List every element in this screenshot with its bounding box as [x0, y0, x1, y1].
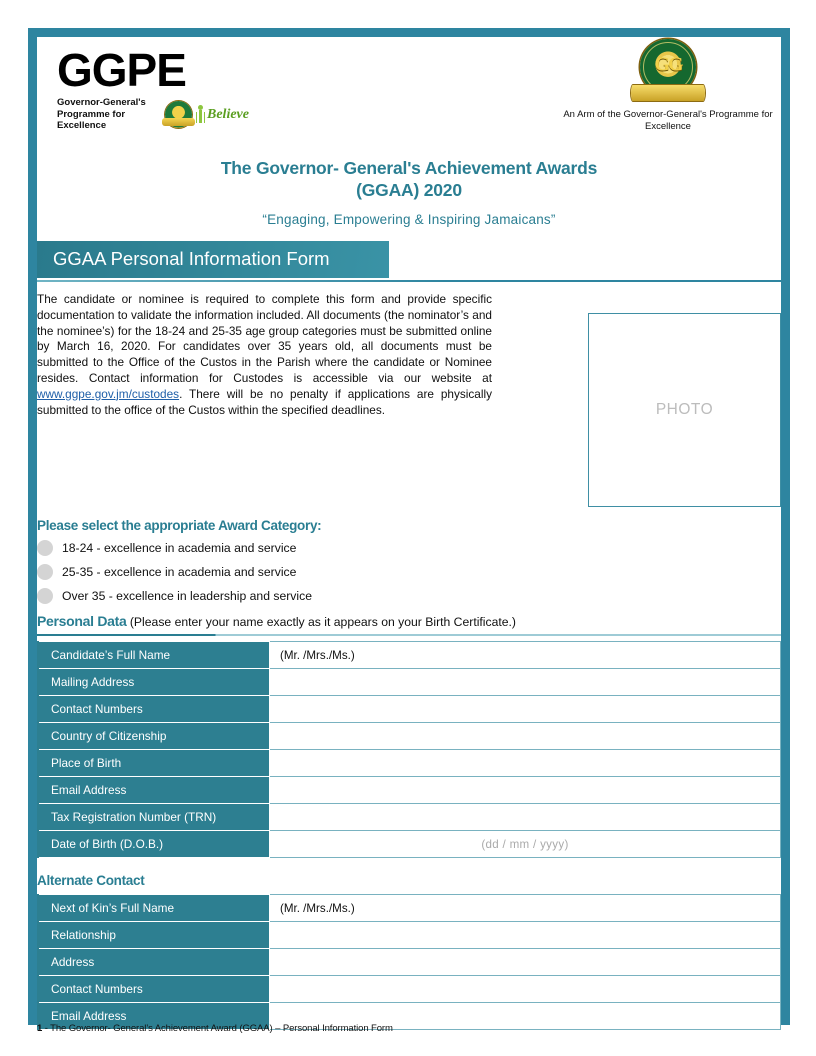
footer-text: - The Governor- General’s Achievement Award (GGAA) – Personal Information Form — [42, 1023, 393, 1034]
row-label: Country of Citizenship — [38, 723, 270, 750]
row-input-mailing-address[interactable] — [270, 669, 781, 696]
row-input-next-of-kin-full-name[interactable]: (Mr. /Mrs./Ms.) — [270, 895, 781, 922]
alternate-contact-table — [37, 894, 781, 1030]
table-row — [38, 804, 781, 831]
row-label: Email Address — [38, 777, 270, 804]
ggaa-seal-block — [563, 39, 773, 133]
footer-page-number: 1 — [37, 1023, 43, 1034]
row-label: Tax Registration Number (TRN) — [38, 804, 270, 831]
radio-button-icon[interactable] — [37, 564, 53, 580]
row-label: Contact Numbers — [38, 696, 270, 723]
row-label: Candidate’s Full Name — [38, 642, 270, 669]
personal-data-title: Personal Data — [37, 613, 127, 629]
personal-data-heading — [37, 613, 781, 635]
table-row — [38, 831, 781, 858]
row-input-email-address[interactable] — [270, 777, 781, 804]
table-row — [38, 642, 781, 669]
row-input-date-of-birth[interactable]: (dd / mm / yyyy) — [270, 831, 781, 858]
award-option-label: 25-35 - excellence in academia and service — [62, 565, 297, 579]
believe-mark — [195, 105, 249, 125]
alternate-contact-heading: Alternate Contact — [37, 873, 145, 888]
intro-row — [37, 292, 781, 507]
award-option-over-35[interactable] — [37, 588, 781, 604]
intro-text-part-2: . There will be no penalty if applications are physically submitted to the office of the Custos within the specified deadlines. — [37, 386, 492, 417]
award-category-heading: Please select the appropriate Award Category: — [37, 518, 322, 533]
ggaa-seal-icon — [640, 39, 696, 95]
mini-seal-icon — [165, 101, 192, 128]
banner-divider — [37, 280, 781, 282]
row-label: Contact Numbers — [38, 976, 270, 1003]
radio-button-icon[interactable] — [37, 588, 53, 604]
ggpe-subtitle — [57, 97, 249, 132]
document-header — [37, 37, 781, 147]
believe-label: Believe — [207, 106, 249, 122]
document-tagline: “Engaging, Empowering & Inspiring Jamaicans” — [262, 212, 556, 227]
radio-button-icon[interactable] — [37, 540, 53, 556]
row-input-candidate-full-name[interactable]: (Mr. /Mrs./Ms.) — [270, 642, 781, 669]
row-label: Mailing Address — [38, 669, 270, 696]
section-banner-title: GGAA Personal Information Form — [37, 241, 389, 278]
table-row — [38, 723, 781, 750]
seal-monogram: GG — [654, 53, 682, 76]
row-label: Address — [38, 949, 270, 976]
row-input-place-of-birth[interactable] — [270, 750, 781, 777]
ggpe-wordmark: GGPE — [57, 44, 186, 96]
row-input-country-of-citizenship[interactable] — [270, 723, 781, 750]
photo-upload-box[interactable]: PHOTO — [588, 313, 781, 507]
row-input-alt-contact-numbers[interactable] — [270, 976, 781, 1003]
ggpe-subtitle-line-3: Excellence — [57, 120, 107, 131]
row-input-trn[interactable] — [270, 804, 781, 831]
row-input-relationship[interactable] — [270, 922, 781, 949]
ggpe-subtitle-line-2: Programme for — [57, 108, 126, 120]
table-row — [38, 922, 781, 949]
seal-ribbon-icon — [631, 85, 705, 101]
table-row — [38, 777, 781, 804]
row-label: Next of Kin’s Full Name — [38, 895, 270, 922]
award-option-25-35[interactable] — [37, 564, 781, 580]
document-title-line-2: (GGAA) 2020 — [356, 180, 462, 200]
intro-text-part-1: The candidate or nominee is required to complete this form and provide specific documentation to validate the information included. All documents (the nominator’s and the nominee’s) for the 18-24 and 25-35 age group categories must be submitted online by March 16, 2020. For candidates over 35 years old, all documents must be submitted to the Office of the Custos in the Parish where the candidate or Nominee resides. Contact information for Custodes is accessible via our website at — [37, 292, 492, 385]
row-label: Relationship — [38, 922, 270, 949]
table-row — [38, 669, 781, 696]
personal-data-divider — [37, 634, 781, 637]
section-banner-wrap — [37, 241, 781, 279]
table-row — [38, 895, 781, 922]
row-label: Date of Birth (D.O.B.) — [38, 831, 270, 858]
believe-figure-icon — [195, 105, 206, 125]
page-footer — [37, 1023, 393, 1034]
document-title — [37, 157, 781, 201]
personal-data-note: (Please enter your name exactly as it appears on your Birth Certificate.) — [126, 615, 516, 629]
ggpe-logo — [57, 44, 257, 132]
believe-logo — [165, 101, 249, 128]
intro-paragraph — [37, 292, 492, 507]
row-input-contact-numbers[interactable] — [270, 696, 781, 723]
photo-column — [492, 292, 781, 507]
seal-caption: An Arm of the Governor-General's Programme for Excellence — [563, 109, 773, 132]
personal-data-table — [37, 641, 781, 858]
table-row — [38, 750, 781, 777]
row-label: Email Address — [38, 1003, 270, 1030]
table-row — [38, 976, 781, 1003]
custodes-website-link[interactable]: www.ggpe.gov.jm/custodes — [37, 386, 180, 401]
table-row — [38, 696, 781, 723]
row-label: Place of Birth — [38, 750, 270, 777]
table-row — [38, 949, 781, 976]
document-title-line-1: The Governor- General's Achievement Awards — [220, 158, 598, 178]
award-category-options — [37, 540, 781, 604]
page-content — [37, 37, 781, 1023]
ggpe-subtitle-line-1: Governor-General's — [57, 97, 146, 108]
award-option-18-24[interactable] — [37, 540, 781, 556]
award-option-label: 18-24 - excellence in academia and service — [62, 541, 297, 555]
award-option-label: Over 35 - excellence in leadership and service — [62, 589, 312, 603]
row-input-address[interactable] — [270, 949, 781, 976]
